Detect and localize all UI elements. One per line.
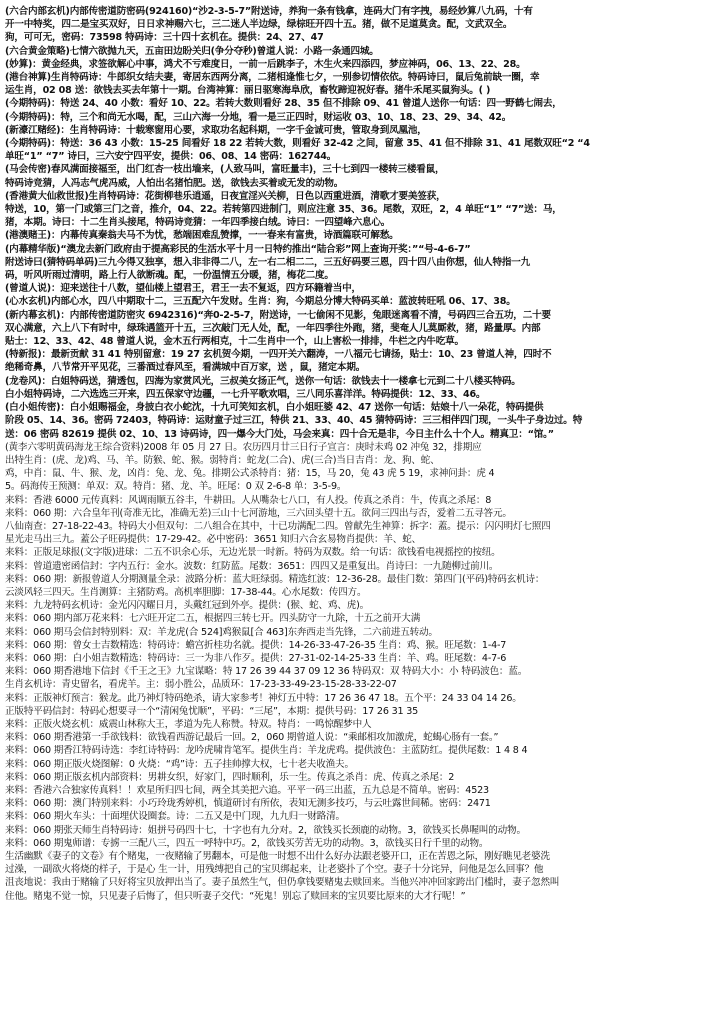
text-line: 双心满意，六上八下有时中，绿珠遇篮开十五，三次敲门无人处，配，一年四季往外跑，猪，斐奄人儿莫厮救，猪，路量厚。内部: [5, 322, 541, 334]
text-line: 来料：060 期张天师生肖特码诗：姐拼号码四十七，十字也有九分对。2，欲钱买长颈鹿的动物。3，欲钱买长鼻喔叫的动物。: [5, 824, 526, 836]
text-line: 来料：060 期：六合皇年刊(奇准无比，准确无差)三山十七河游地，三六回头望十五。欲问三四出与否，爱着二五寻答元。: [5, 507, 512, 519]
text-line: (龙卷风)：白姐特码送，猜透包，四海为家赏风光，三叔美女扬正气，送你一句话：欲钱去十一楼拿七元到二十八楼买特码。: [5, 375, 521, 387]
text-line: 生活幽默《妻子的文卷》有个赌鬼，一夜赌输了男翻本，可是他一时想不出什么好办法跟老婆开口，正在苦恩之际，刚好瞧见老婆洗: [5, 851, 550, 862]
text-line: (内幕精华版)“澳龙去新门政府由于提高彩民的生活水平十月一日特约推出“陆合彩”网上查询开奖：”“号-4-6-7”: [5, 243, 471, 255]
text-line: 5。码海传王预测：单双：双。特肖：猪、龙、羊。旺尾：0 双 2-6-8 单：3-5-9。: [5, 481, 347, 493]
text-line: (新内幕玄机)：内部传密道防密灾 6942316)“奔0-2-5-7，附送诗，一七偷闲不见影，兔眼迷离看不清，号码四三合五功，二十要: [5, 309, 551, 321]
text-line: 来料：060 期：白小姐吉数精选：特码诗：三一为非八作歹。提供：27-31-02-14-25-33 生肖：羊、鸡。旺尾数：4-7-6: [5, 652, 507, 664]
text-line: 来料：正版神灯预言：猴龙。此乃神灯特码绝杀，请大家参考！神灯五中特：17 26 36 47 18。五个平：24 33 04 14 26。: [5, 692, 522, 704]
text-line: 来料：060 期正版玄机内部资料：男耕女织，好家门，四时顺利，乐一生。传真之杀肖：虎、传真之杀尾：2: [5, 771, 455, 783]
text-line: (六合内部玄机)内部传密道防密码(924160)“沙2-3-5-7”附送诗，养狗一条有钱拿，连码大门有字拽，易经妙算八九码，十有: [5, 6, 533, 17]
text-line: 绝稀奇鼻，八节常开平见花，三番酒过春风至，看满城中百万家，送 ，鼠，猪定本期。: [5, 362, 366, 374]
text-line: (白小姐传密)：白小姐赐福金，身披白衣小蛇沈，十九可笑知玄机，白小姐旺婆 42、47 送你一句话：姑娘十八一朵花，特码提供: [5, 402, 544, 414]
text-line: 来料：060 期：新报曾道人分期测量全录：波路分析：蓝大旺绿弱。精选红波：12-36-28。最佳门数：第四门(平码)特码玄机诗：: [5, 573, 545, 585]
newspaper-page: [5, 5, 710, 1019]
text-line: 星光走马出三九。蓋公子旺码提供：17-29-42。必中密码：3651 知归六合玄易物肖提供：羊、蛇、: [5, 534, 421, 546]
text-line: 单旺“1” “7” 诗曰，三六安宁四平安，提供：06、08、14 密码：162744。: [5, 151, 337, 163]
text-line: 正版特平码信封：特码心想要寻一个“清闲兔忧顺”，平码：“三尾”，本期：提供号码：17 26 31 35: [5, 705, 419, 717]
text-line: 来料：正版足球报(文字版)进球：二五不识余心乐，无边光景一时新。特码为双数。给一句话：欲钱看电视摇控的按纽。: [5, 547, 501, 559]
text-line: 八仙南查：27-18-22-43。特码大小但双句：二八组合在其中，十已功满配二四。曾献先生神算：拆字：蓋。提示：闪闪明灯七照四: [5, 520, 551, 532]
text-line: (今期特码)：特，三个和尚无水喝，配，三山六海一分地，看一是三正四时，财运收 03、10、18、23、29、34、42。: [5, 111, 512, 123]
text-line: (新濠江赌经)：生肖特码诗：十载寒窗用心要，求取功名起科期，一字千金诚可贵，管取身到凤凰池，: [5, 124, 427, 136]
text-line: 开一中特奖，四二是宝买双好，日日求神赐六七，三二迷人半边绿，绿棕旺开四十五。猪，做不足道莫贪。配，文武双全。: [5, 19, 513, 31]
text-line: 来料：060 期：澳门特别来料：小巧玲珑秀婷机，慎道研讨有所依，表知无测多技巧，与云吐露世间稀。密码：2471: [5, 798, 491, 810]
text-line: 住他。赌鬼不觉一惊，只见妻子后悔了，但只听妻子交代：“死鬼！别忘了赎回来的宝贝要比原来的大才行呢！”: [5, 890, 466, 902]
text-line: 附送诗曰(猜特码单码)三九今得又独享，想入非非得二八，左一右二相二二，三五好码要三恩，四十四八由你想，仙人特指一九: [5, 256, 531, 268]
text-line: 来料：060 期香港第一手欲钱料：欲钱看西游记最后一回。2，060 期曾道人说：“乘邮相攻加激虎，蛇蝎心肠有一套。”: [5, 732, 499, 744]
text-line: 鸡，中肖：鼠、牛、猴、龙，凶肖：兔、龙、兔。排期公式杀特肖：猪：15，马 20，兔 43 虎 5 19，求神问卦：虎 4: [5, 468, 495, 480]
text-line: 沮丧地说：我由于赌输了只好将宝贝放押出当了。妻子虽然生气，但仍拿钱要赌鬼去赎回来。当他兴冲冲回家跨出门槛时，妻子忽然叫: [5, 877, 560, 889]
text-line: 猪，本期。诗曰：十二生肖头接尾，特码诗竞猜：一年四季接白绒。诗曰：一四望峰六息心。: [5, 217, 391, 229]
text-line: 来料：香港 6000 元传真料：风调雨顺五谷丰，牛耕田。人从嘴杂七八口，有人投。传真之杀肖：牛，传真之杀尾：8: [5, 494, 492, 506]
text-line: 狗，可可无，密码：73598 特码诗：三十四十玄机在。提供：24、27、47: [5, 32, 324, 44]
text-line: (今期特码)：特送：36 43 小数：15-25 间看好 18 22 若转大数，则看好 32-42 之间，留意 35、41 但不排除 31、41 尾数双旺“2 “4: [5, 138, 590, 150]
text-line: 出特生肖：(虎、龙)鸡、马、羊。防猴、蛇、猴。弱特肖：蛇龙(二合)、虎(三合)当日吉肖：龙、狗、蛇、: [5, 454, 440, 466]
text-line: 来料：060 期正版火烧图解：0 火烧：“鸡”诗：五子挂帅撑大权，七十老夫收渔夫。: [5, 758, 354, 770]
text-line: 来料：060 期火车头：十面埋伏设圈套。诗：二五又是中门现，九九归一财路清。: [5, 811, 345, 823]
text-line: 来料：060 期：曾女士吉数精选：特码诗：蟾宫折桂功名就。提供：14-26-33-47-26-35 生肖：鸡、猴。旺尾数：1-4-7: [5, 639, 507, 651]
text-line: 过澡，一副欲火将烧的样子，于是心 生一计，用残缚把自己的宝贝绑起来，让老婆扑了个空。妻子十分诧异，问他是怎么回事？他: [5, 864, 544, 876]
text-line: (香港黄大仙救世报)生肖特码诗：花街柳巷乐逍遥，日夜宣淫兴关柳，日色以西重进酒，清歌才要美签获，: [5, 190, 446, 202]
text-line: (曾道人说)：迎来送往十八数，望仙楼上望君王，君王一去不复返，四方环籍着当中，: [5, 283, 361, 295]
text-line: 贴士：12、33、42、48 曾道人说，金木五行两相克，十二生肖中一个，山上害松一排排，牛栏之内牛吃草。: [5, 336, 464, 348]
text-line: (六合黄金策略)七情六欲抛九天，五亩田边盼关归(争分夺秒)曾道人说：小路一条通四城。: [5, 45, 379, 57]
text-line: (马会传密)春风满面接福至，出门红杏一枝出墙来，(人致马叫，富旺量丰)，三十七到四一楼转三楼看鼠，: [5, 164, 445, 176]
text-line: 送：06 密码 82619 提供 02、10、13 诗码诗，四一爆今大门处，马会来真：四十合无是非，今日主什么十个人。精真卫：“馆。”: [5, 428, 554, 440]
text-line: 来料：060 期马会信封特别料：双：羊龙虎(合 524]鸡猴鼠[合 463]东奔西走当先锋，二六前进五转动。: [5, 626, 438, 638]
text-line: 特送，10，第一门或第三门之音，推介，04、22。若转第四进制门，则应注意 35、36。尾数，双旺，2，4 单旺“1” “7”送：马，: [5, 204, 562, 216]
text-line: (心水玄机)内部心水，四八中期取十二，三五配六午发财。生肖：狗，今期总分博大特码买单：蓝波转旺吼 06、17、38。: [5, 296, 516, 308]
text-line: 来料：九龙特码玄机诗：金光闪闪耀日月，头戴红冠到外亭。提供：(猴、蛇、鸡、虎)。: [5, 600, 370, 612]
text-line: 来料：060 期香港地下信封《千王之王》九宝谋略：特 17 26 39 44 37 09 12 36 特码双：双 特码大小：小 特码波色：蓝。: [5, 666, 528, 678]
text-line: 来料：060 期内部万花来料：七六旺开定二五，根据四三转七开。四头防守一九除，十五之前开大满: [5, 613, 421, 625]
text-line: 来料：香港六合独家传真料！！欢星所归四七间，两全其美把六追。平平一码三出蓝，五九总是不简单。密码：4523: [5, 784, 489, 796]
text-line: 云淡风轻三四天。生肖测算：主猪防鸡。高机率胆脚：17-38-44。心水尾数：传四方。: [5, 586, 367, 598]
text-line: 码，听风听雨过清明，路上行人欲断魂。配，一份温情五分暖，猪，梅花二度。: [5, 270, 334, 282]
text-line: 运生肖，02 08 送：欲钱去买去年第十一期。台湾神算：丽日驱寒海阜欣，畜牧蹄迎祝好春。猪牛禾尾买鼠狗头。( ): [5, 85, 491, 97]
text-line: 特码诗竞猜，人冯志气虎冯威，人怕出名猪怕肥。送，欲钱去买着或无发的动物。: [5, 177, 344, 189]
text-line: 白小姐特码诗，二六选选三开来，四五保家守边疆，一七升平歌欢唱，三八同乐喜洋洋。特码提供：12、33、46。: [5, 388, 486, 400]
text-line: (妙算)：黄金经典，求签欲解心中事，鸿犬不亏难度日，一前一后跳李子，木生火来四添四，梦应神码，06、13、22、28。: [5, 58, 526, 70]
text-line: 来料：060 期鬼师谱：专掳一三配八三，四五一呼特中巧。2，欲钱买劳苦无功的动物。3，欲钱买日行千里的动物。: [5, 837, 489, 849]
text-line: 生肖玄机诗：青史留名，看虎羊。主：弱小胜公，品质环：17-23-33-49-23-15-28-33-22-07: [5, 679, 397, 691]
text-line: 来料：正版火烧玄机：威震山林称大王，孝道为先人称赞。特双。特肖：一鸣惊醒梦中人: [5, 718, 372, 730]
text-line: (港澳赌王)：内幕传真秦翁夫马不为忧，愁端困难乱赞撑，一一春来有富贵，诗酒篇联可解愁。: [5, 230, 399, 242]
text-line: (黄李六零明黄码海龙王综合资料)2008 年 05 月 27 日。农历四月廿三日行子宣言：庚时未鸡 02 冲兔 32，排期应: [5, 441, 482, 453]
text-line: 来料：060 期香江特码诗选：李红诗特码：龙吟虎啸肯笔军。提供生肖：羊龙虎鸡。提供波色：主蓝防红。提供尾数：1 4 8 4: [5, 745, 528, 757]
text-line: (今期特码)：特送 24、40 小数：看好 10、22。若转大数则看好 28、35 但不排除 09、41 曾道人送你一句话：四一野鹤七闹去，: [5, 98, 562, 110]
text-line: (特新报)：最新贡献 31 41 特别留意：19 27 玄机贺今期，一四开关六翻涛，一八福元七请扬，贴士：10、23 曾道人神，四时不: [5, 349, 552, 361]
text-line: 来料：曾道遗密函信封：字内五行：金水。波数：红防蓝。尾数：3651：四四又是重复出。肖诗曰：一九随柳过前川。: [5, 560, 499, 572]
text-line: (港台神算)生肖特码诗：牛郎织女结夫妻，寄居东西两分离，二猪相逢惟七夕，一别参切情依依。特码诗曰，鼠后兔前缺一圈，幸: [5, 72, 540, 84]
text-line: 阶段 05、14、36。密码 72403，特码诗：运财童子过三江，特供 21、33、40、45 猜特码诗：三三相伴四门现，一头牛子身边过。特: [5, 415, 583, 427]
